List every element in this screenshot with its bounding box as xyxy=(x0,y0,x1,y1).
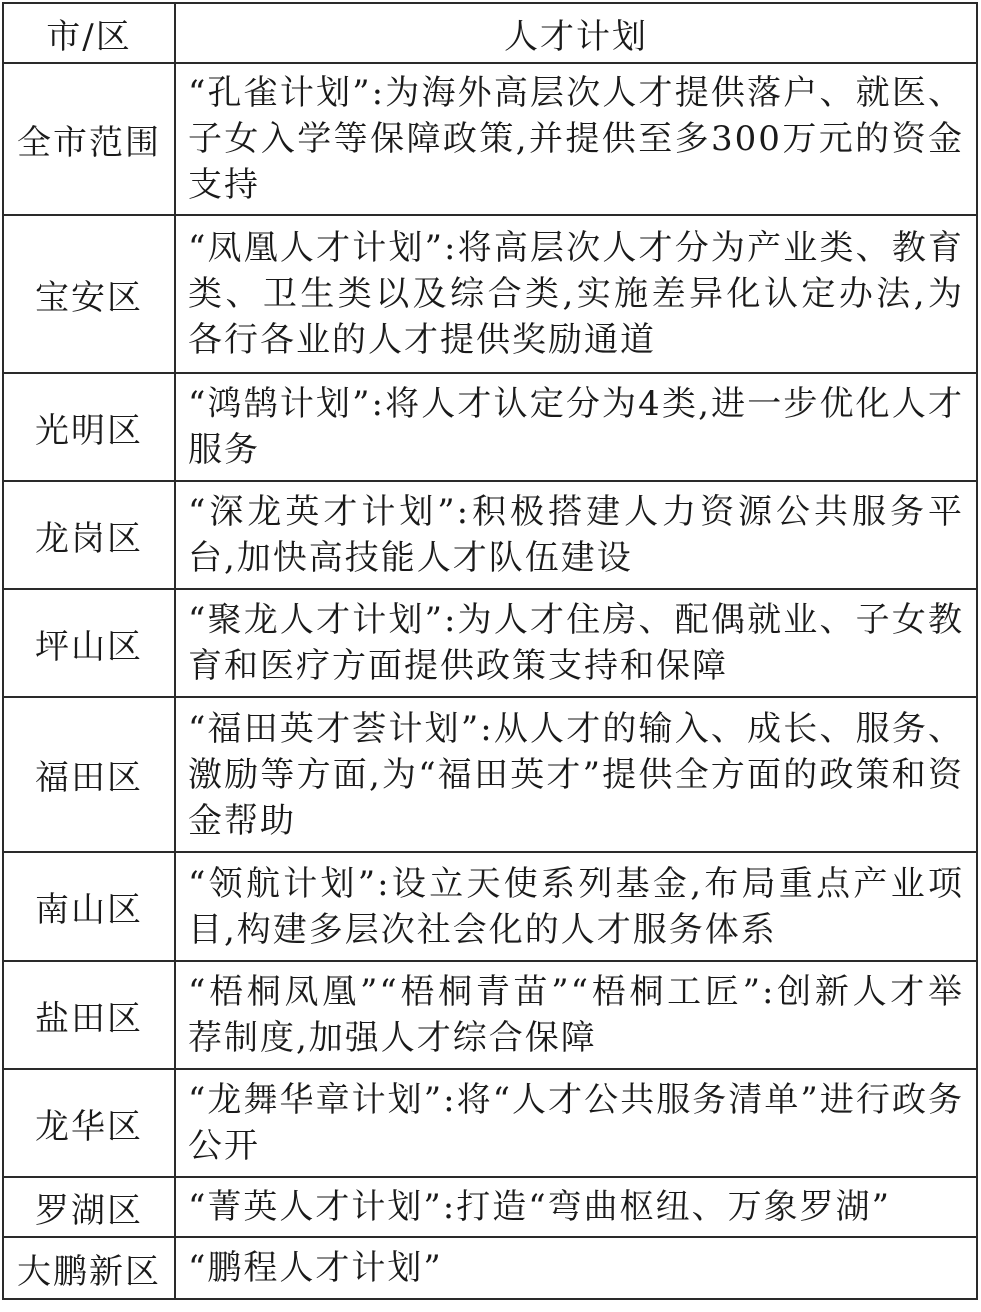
table-row xyxy=(3,1069,977,1177)
header-plan: 人才计划 xyxy=(175,3,977,63)
table-row xyxy=(3,63,977,215)
plan-cell: “鹏程人才计划” xyxy=(175,1237,977,1299)
table-row xyxy=(3,697,977,852)
table-row xyxy=(3,852,977,961)
table-row xyxy=(3,1237,977,1299)
plan-cell: “梧桐凤凰”“梧桐青苗”“梧桐工匠”:创新人才举荐制度,加强人才综合保障 xyxy=(175,961,977,1069)
region-cell: 龙岗区 xyxy=(3,481,175,589)
plan-cell: “鸿鹄计划”:将人才认定分为4类,进一步优化人才服务 xyxy=(175,373,977,481)
region-cell: 龙华区 xyxy=(3,1069,175,1177)
region-cell: 大鹏新区 xyxy=(3,1237,175,1299)
table-row xyxy=(3,1177,977,1237)
table-row xyxy=(3,961,977,1069)
table-row xyxy=(3,215,977,373)
table-header-row xyxy=(3,3,977,63)
talent-plan-table xyxy=(2,2,978,1300)
plan-cell: “凤凰人才计划”:将高层次人才分为产业类、教育类、卫生类以及综合类,实施差异化认定办法,为各行各业的人才提供奖励通道 xyxy=(175,215,977,373)
region-cell: 罗湖区 xyxy=(3,1177,175,1237)
region-cell: 南山区 xyxy=(3,852,175,961)
region-cell: 盐田区 xyxy=(3,961,175,1069)
region-cell: 福田区 xyxy=(3,697,175,852)
plan-cell: “聚龙人才计划”:为人才住房、配偶就业、子女教育和医疗方面提供政策支持和保障 xyxy=(175,589,977,697)
table-row xyxy=(3,589,977,697)
plan-cell: “孔雀计划”:为海外高层次人才提供落户、就医、子女入学等保障政策,并提供至多300万元的资金支持 xyxy=(175,63,977,215)
plan-cell: “龙舞华章计划”:将“人才公共服务清单”进行政务公开 xyxy=(175,1069,977,1177)
region-cell: 光明区 xyxy=(3,373,175,481)
header-region: 市/区 xyxy=(3,3,175,63)
region-cell: 宝安区 xyxy=(3,215,175,373)
table-row xyxy=(3,373,977,481)
plan-cell: “深龙英才计划”:积极搭建人力资源公共服务平台,加快高技能人才队伍建设 xyxy=(175,481,977,589)
table-row xyxy=(3,481,977,589)
region-cell: 坪山区 xyxy=(3,589,175,697)
plan-cell: “领航计划”:设立天使系列基金,布局重点产业项目,构建多层次社会化的人才服务体系 xyxy=(175,852,977,961)
plan-cell: “菁英人才计划”:打造“弯曲枢纽、万象罗湖” xyxy=(175,1177,977,1237)
plan-cell: “福田英才荟计划”:从人才的输入、成长、服务、激励等方面,为“福田英才”提供全方面的政策和资金帮助 xyxy=(175,697,977,852)
region-cell: 全市范围 xyxy=(3,63,175,215)
